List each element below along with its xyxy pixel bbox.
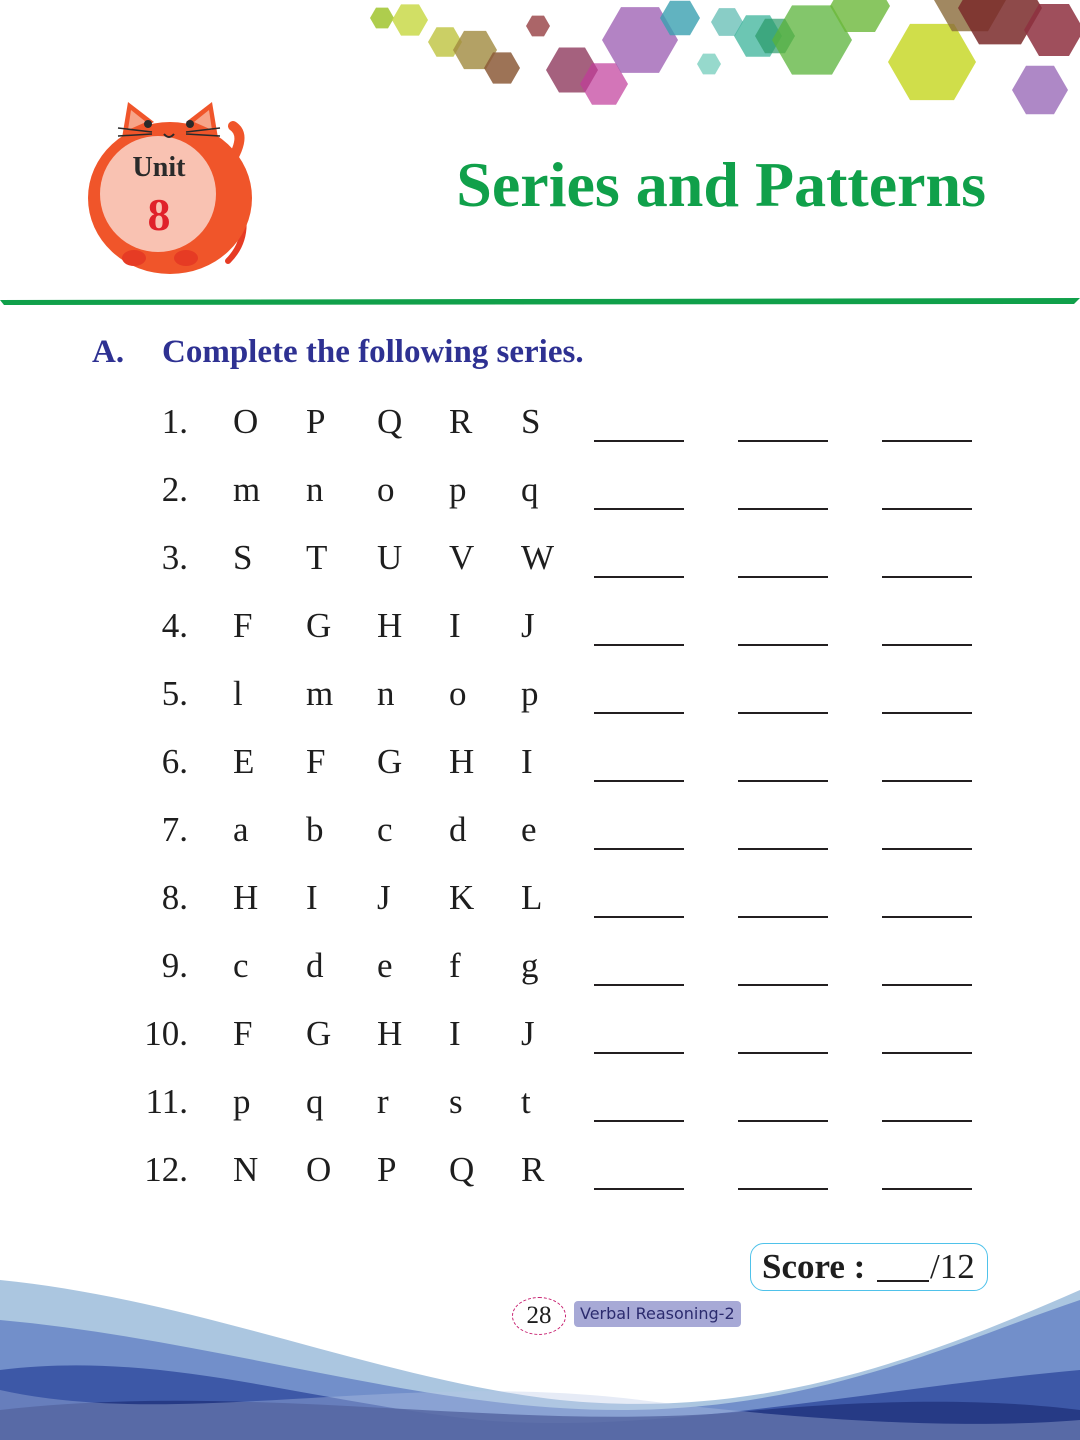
series-item: L [521,878,543,917]
series-item: c [377,810,393,849]
series-item: G [377,742,403,781]
series-item: I [449,1014,461,1053]
series-item: d [449,810,467,849]
series-item: q [521,470,539,509]
series-item: P [306,402,326,441]
series-item: a [233,810,249,849]
series-item: I [521,742,533,781]
section-heading [92,334,584,371]
series-row [0,866,1080,934]
answer-blank[interactable] [882,984,972,986]
series-number: 10. [144,1014,188,1053]
series-number: 12. [144,1150,188,1189]
answer-blank[interactable] [594,440,684,442]
series-item: O [306,1150,332,1189]
hexagon-shape [392,4,428,35]
series-item: V [449,538,475,577]
answer-blank[interactable] [738,916,828,918]
series-row [0,1002,1080,1070]
series-number: 2. [161,470,188,509]
answer-blank[interactable] [738,644,828,646]
series-item: I [306,878,318,917]
answer-blank[interactable] [882,712,972,714]
answer-blank[interactable] [882,780,972,782]
series-item: F [233,606,253,645]
score-label: Score : [762,1247,866,1286]
series-item: p [449,470,467,509]
section-instruction: Complete the following series. [162,334,584,370]
series-item: s [449,1082,463,1121]
series-item: c [233,946,249,985]
unit-number: 8 [147,189,171,240]
series-item: l [233,674,243,713]
hexagon-shape [370,8,394,29]
answer-blank[interactable] [738,984,828,986]
series-item: b [306,810,324,849]
answer-blank[interactable] [882,916,972,918]
series-item: E [233,742,255,781]
series-item: H [377,1014,403,1053]
series-item: S [233,538,253,577]
score-total: /12 [930,1247,975,1286]
answer-blank[interactable] [594,1188,684,1190]
series-item: I [449,606,461,645]
series-item: J [377,878,391,917]
series-row [0,730,1080,798]
answer-blank[interactable] [594,1052,684,1054]
hexagon-shape [888,24,976,100]
series-item: T [306,538,328,577]
answer-blank[interactable] [882,1188,972,1190]
series-item: H [449,742,475,781]
hexagon-shape [1012,66,1068,114]
series-item: n [377,674,395,713]
wave-decoration [0,1260,1080,1440]
series-item: e [521,810,537,849]
answer-blank[interactable] [738,780,828,782]
page-title: Series and Patterns [456,149,986,220]
section-letter: A. [92,334,125,370]
series-number: 5. [161,674,188,713]
series-number: 1. [161,402,188,441]
series-item: N [233,1150,259,1189]
hexagon-shape [697,54,721,75]
series-item: J [521,606,535,645]
series-row [0,594,1080,662]
series-number: 6. [161,742,188,781]
answer-blank[interactable] [882,508,972,510]
series-item: Q [377,402,403,441]
answer-blank[interactable] [594,508,684,510]
answer-blank[interactable] [738,508,828,510]
hexagon-shape [526,16,550,37]
answer-blank[interactable] [882,1120,972,1122]
series-item: r [377,1082,389,1121]
series-row [0,526,1080,594]
series-row [0,390,1080,458]
cat-mascot-icon [78,96,268,276]
series-row [0,662,1080,730]
series-item: q [306,1082,324,1121]
series-item: d [306,946,324,985]
answer-blank[interactable] [882,440,972,442]
answer-blank[interactable] [594,1120,684,1122]
series-row [0,1138,1080,1206]
series-item: U [377,538,403,577]
series-item: o [449,674,467,713]
series-item: P [377,1150,397,1189]
answer-blank[interactable] [738,1052,828,1054]
answer-blank[interactable] [594,848,684,850]
series-item: S [521,402,541,441]
series-item: m [306,674,334,713]
series-item: m [233,470,261,509]
answer-blank[interactable] [882,1052,972,1054]
series-number: 8. [161,878,188,917]
answer-blank[interactable] [738,848,828,850]
answer-blank[interactable] [882,644,972,646]
answer-blank[interactable] [594,712,684,714]
series-number: 11. [145,1082,188,1121]
series-row [0,798,1080,866]
series-item: p [521,674,539,713]
series-list [0,390,1080,1206]
answer-blank[interactable] [738,1188,828,1190]
answer-blank[interactable] [882,848,972,850]
answer-blank[interactable] [594,780,684,782]
series-item: H [233,878,259,917]
series-item: H [377,606,403,645]
series-item: G [306,606,332,645]
series-item: n [306,470,324,509]
book-title: Verbal Reasoning-2 [574,1301,741,1327]
series-row [0,458,1080,526]
page-number: 28 [512,1297,566,1335]
series-item: t [521,1082,531,1121]
answer-blank[interactable] [594,644,684,646]
series-item: o [377,470,395,509]
answer-blank[interactable] [738,576,828,578]
series-number: 4. [161,606,188,645]
series-item: G [306,1014,332,1053]
series-number: 9. [161,946,188,985]
answer-blank[interactable] [738,712,828,714]
series-row [0,1070,1080,1138]
series-item: W [521,538,555,577]
answer-blank[interactable] [738,1120,828,1122]
series-item: O [233,402,259,441]
series-number: 3. [161,538,188,577]
answer-blank[interactable] [738,440,828,442]
series-item: J [521,1014,535,1053]
series-item: F [306,742,326,781]
series-item: R [449,402,473,441]
title-divider [0,292,1080,312]
series-row [0,934,1080,1002]
series-item: R [521,1150,545,1189]
answer-blank[interactable] [594,984,684,986]
series-item: Q [449,1150,475,1189]
series-number: 7. [161,810,188,849]
answer-blank[interactable] [882,576,972,578]
series-item: p [233,1082,251,1121]
series-item: F [233,1014,253,1053]
answer-blank[interactable] [594,576,684,578]
series-item: f [449,946,461,985]
series-item: g [521,946,539,985]
unit-label: Unit [132,152,186,183]
series-item: K [449,878,475,917]
answer-blank[interactable] [594,916,684,918]
series-item: e [377,946,393,985]
